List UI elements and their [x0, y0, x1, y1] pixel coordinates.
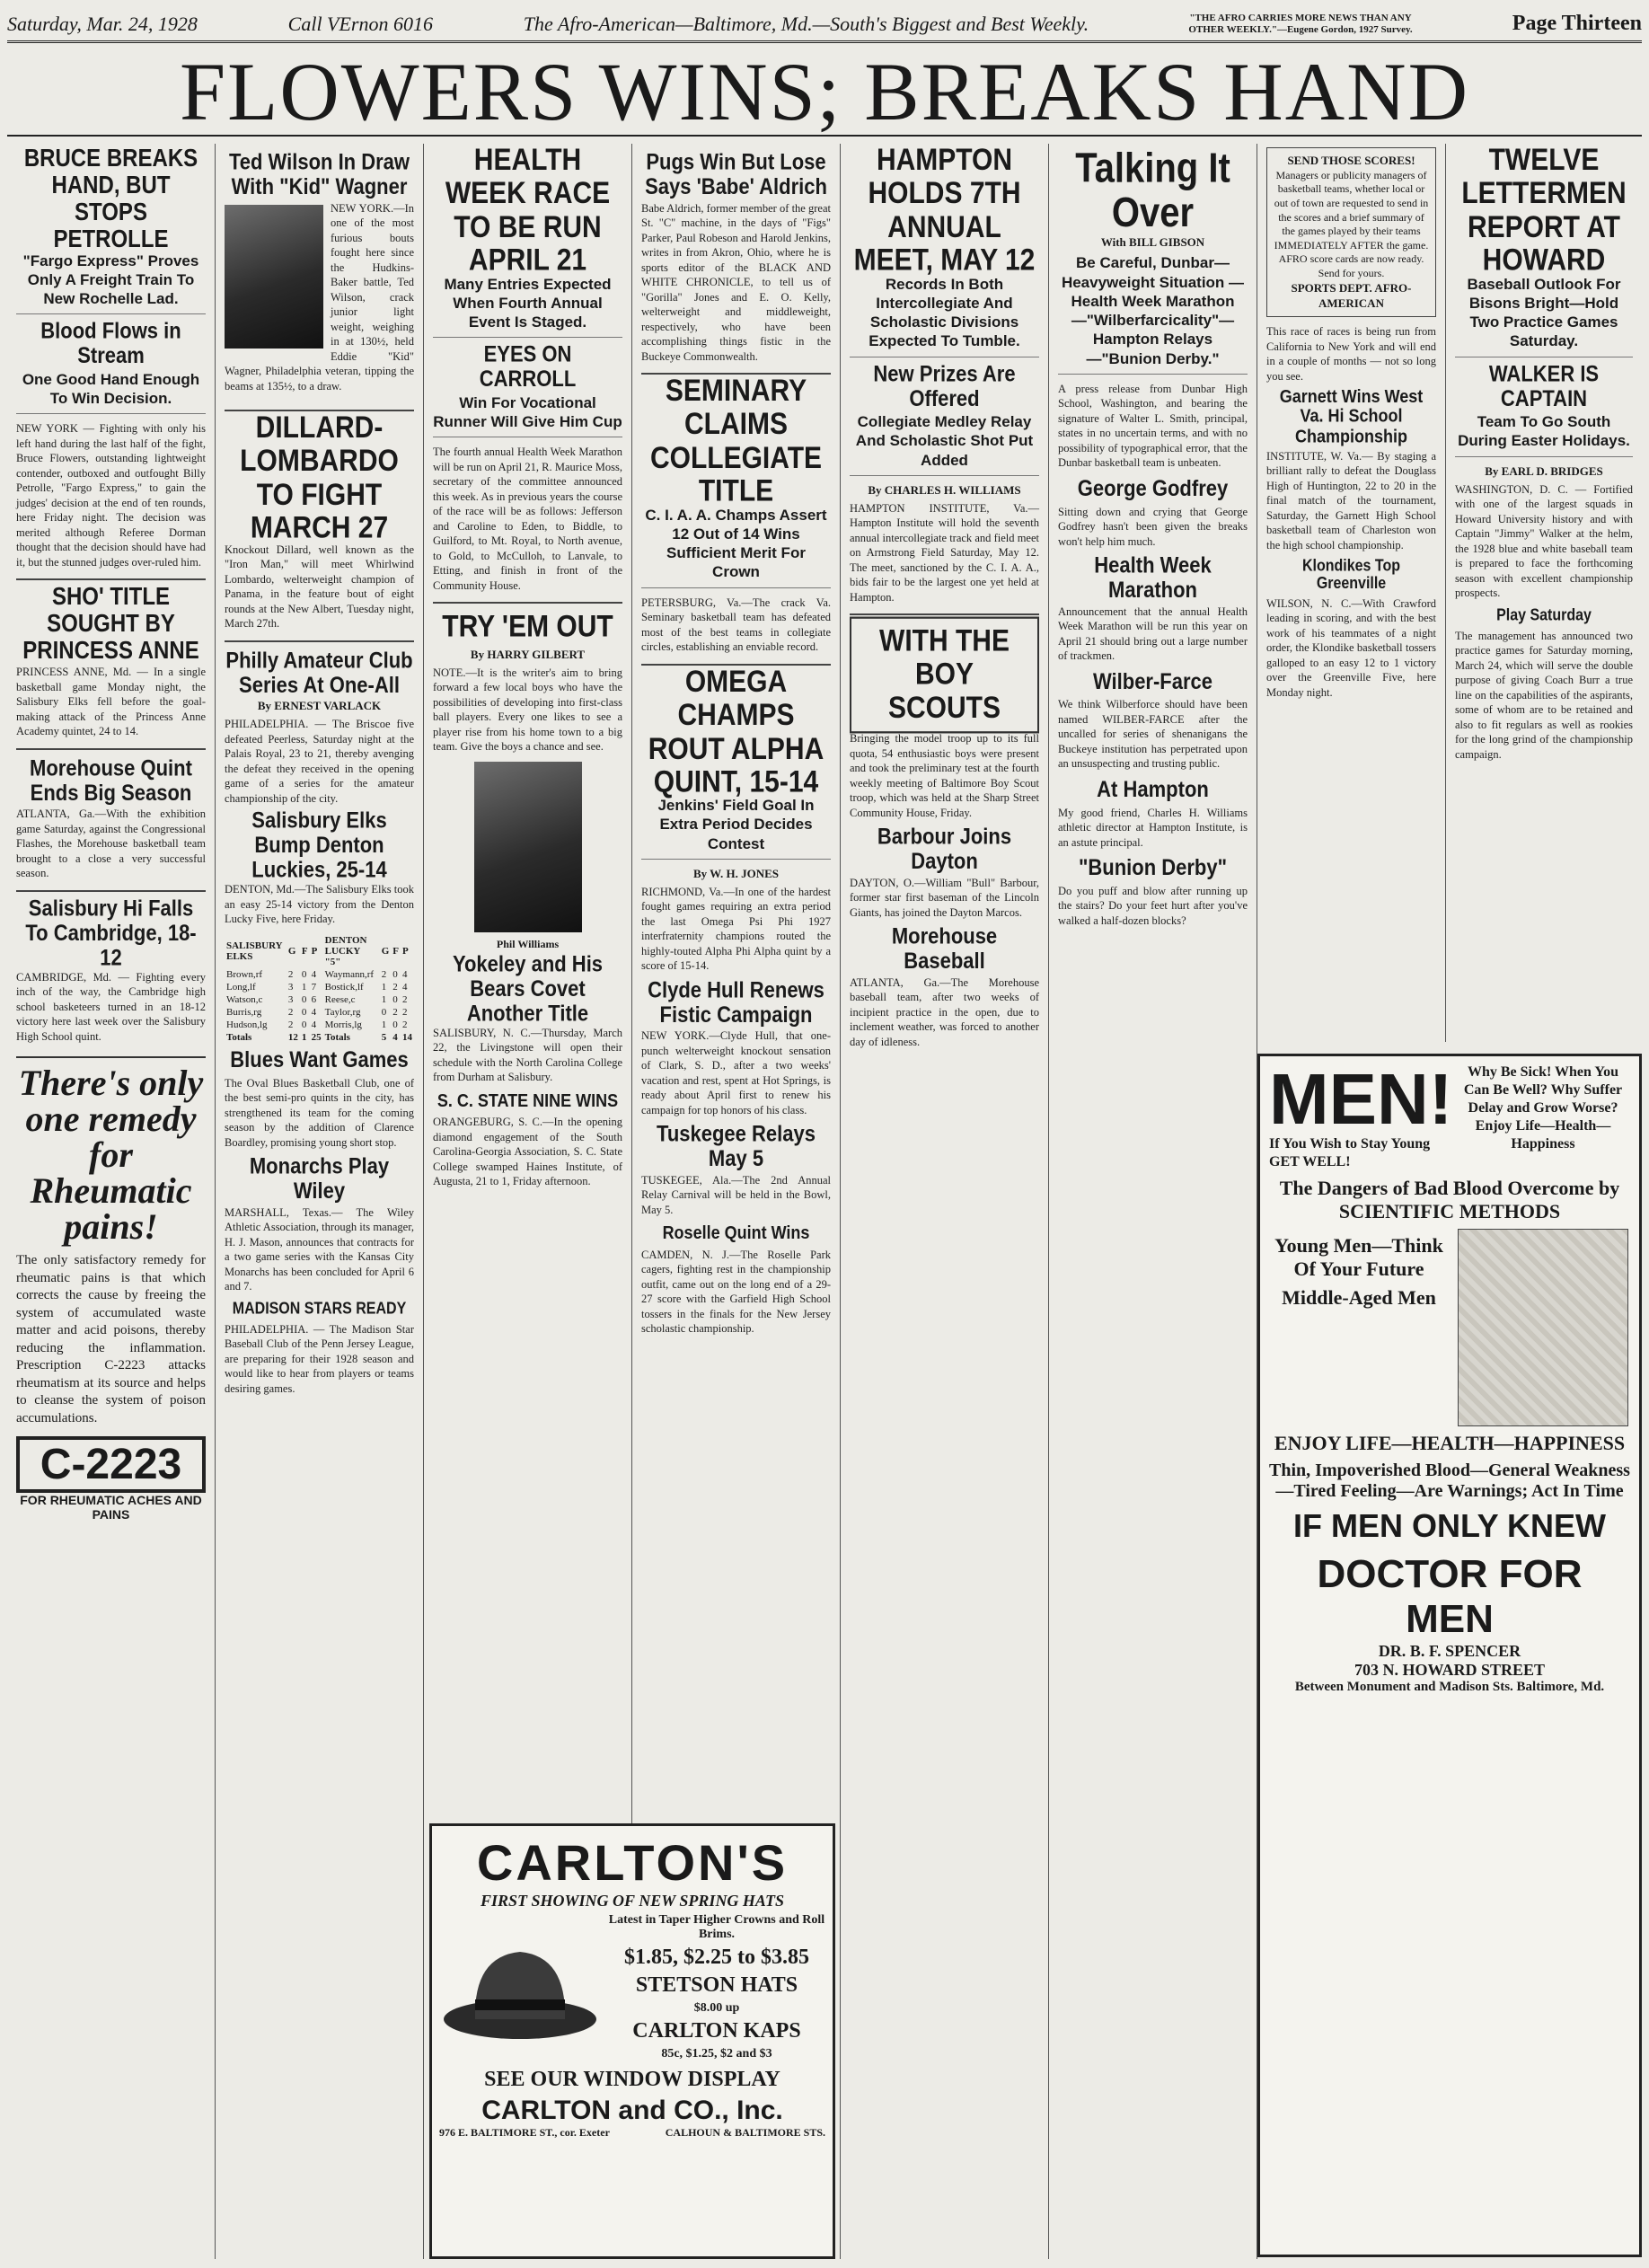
headline: MADISON STARS READY: [232, 1300, 407, 1318]
ad-title: MEN!: [1269, 1059, 1453, 1139]
doctor-for-men-ad: [1257, 1054, 1642, 2257]
headline: Clyde Hull Renews Fistic Campaign: [648, 976, 824, 1028]
score-cell: 6: [311, 993, 317, 1005]
score-row: [225, 968, 414, 981]
headline: Ted Wilson In Draw With "Kid" Wagner: [228, 148, 410, 199]
article-body: WASHINGTON, D. C. — Fortified with one of the largest squads in Howard University history and with Captain "Jimmy" Walker at the helm, the 1928 blue and white baseball team is prepared to face the forthcoming season with excellent championship prospects.: [1455, 482, 1633, 600]
score-cell: Hudson,lg: [226, 1019, 268, 1030]
article-body: CAMBRIDGE, Md. — Fighting every inch of the way, the Cambridge high school basketeers turned in an 18-12 victory here last week over the Salisbury High School quint.: [16, 970, 206, 1043]
score-cell: 0: [381, 1006, 387, 1018]
ad-address: CALHOUN & BALTIMORE STS.: [665, 2126, 825, 2139]
ad-address: 976 E. BALTIMORE ST., cor. Exeter: [439, 2126, 610, 2139]
score-cell: Morris,lg: [324, 1019, 362, 1030]
deck: Win For Vocational Runner Will Give Him Cup: [433, 393, 622, 438]
headline: Garnett Wins West Va. Hi School Championship: [1279, 385, 1424, 447]
score-cell: Waymann,rf: [324, 968, 375, 980]
headline: Pugs Win But Lose Says 'Babe' Aldrich: [645, 148, 827, 199]
article-body: DENTON, Md.—The Salisbury Elks took an easy 25-14 victory from the Denton Lucky Five, here Friday.: [225, 883, 414, 926]
headline: SEMINARY CLAIMS COLLEGIATE TITLE: [649, 374, 823, 508]
subhead: Blood Flows in Stream: [40, 317, 181, 368]
paper-name: The Afro-American—Baltimore, Md.—South's Biggest and Best Weekly.: [523, 12, 1089, 35]
box-signature: SPORTS DEPT. AFRO-AMERICAN: [1291, 280, 1412, 310]
deck: Many Entries Expected When Fourth Annual Event Is Staged.: [433, 275, 622, 339]
article-body: ATLANTA, Ga.—With the exhibition game Saturday, against the Congressional Flashes, the Morehouse basketball team brought to a close a very successful season.: [16, 807, 206, 880]
score-cell: 0: [392, 968, 398, 980]
ad-subtitle: If You Wish to Stay Young GET WELL!: [1269, 1136, 1431, 1169]
article-body: The Oval Blues Basketball Club, one of the best semi-pro quints in the city, has strengthened its team for the coming season by the addition of Clarence Boardley, promising young short stop.: [225, 1076, 414, 1149]
headline: TRY 'EM OUT: [442, 609, 613, 644]
send-scores-box: [1266, 147, 1436, 317]
carlton-hat-ad: [429, 1823, 835, 2259]
deck: Team To Go South During Easter Holidays.: [1455, 412, 1633, 457]
column-rule: [433, 602, 622, 604]
score-cell: 1: [381, 981, 387, 993]
headline: OMEGA CHAMPS ROUT ALPHA QUINT, 15-14: [648, 664, 824, 799]
article-body: NEW YORK — Fighting with only his left hand during the last half of the fight, Bruce Flowers, outstanding lightweight contender, outboxed and outfought Billy Petrolle, "Fargo Express," to gain the judges' decision at the end of ten rounds, here Friday night. The decision was merited although Referee Dorman thought that the decision should have had it, but the stunned judges over-ruled him.: [16, 422, 206, 569]
score-row: [225, 1019, 414, 1031]
ad-line: Latest in Taper Higher Crowns and Roll Brims.: [608, 1913, 825, 1941]
score-cell: 0: [392, 993, 398, 1005]
score-cell: Brown,rf: [226, 968, 263, 980]
box-body: Managers or publicity managers of basketball teams, whether local or out of town are requested to send in the scores and a brief summary of the games played by their teams IMMEDIATELY AFTER the game. AFRO score cards are now ready. Send for yours.: [1274, 168, 1429, 280]
headline: WITH THE BOY SCOUTS: [850, 617, 1039, 734]
article-body: Announcement that the annual Health Week Marathon will be run this year on April 21 should bring out a large number of trackmen.: [1058, 605, 1248, 663]
headline: Monarchs Play Wiley: [249, 1152, 390, 1204]
banner-headline: FLOWERS WINS; BREAKS HAND: [7, 47, 1642, 137]
article-body: Sitting down and crying that George Godfrey hasn't been given the breaks won't help him much.: [1058, 505, 1248, 548]
article-body: NEW YORK.—Clyde Hull, that one-punch welterweight knockout sensation of Clark, S. D., after a two weeks' vacation and rest, spent at Hot Springs, is ready about April first to renew his campaign for top honors of his class.: [641, 1029, 831, 1116]
article-body: NOTE.—It is the writer's aim to bring forward a few local boys who have the possibilities of developing into first-class ball players. Every one likes to see a player rise from his home town to a big team. Give the boys a chance and see.: [433, 666, 622, 754]
score-cell: Long,lf: [226, 981, 256, 993]
headline: Salisbury Elks Bump Denton Luckies, 25-14: [251, 807, 387, 882]
article-body: SALISBURY, N. C.—Thursday, March 22, the Livingstone will open their schedule with the North Carolina College from Durham at Salisbury.: [433, 1026, 622, 1084]
score-cell: 3: [287, 993, 294, 1005]
ad-window: SEE OUR WINDOW DISPLAY: [484, 2068, 780, 2091]
issue-date: Saturday, Mar. 24, 1928: [7, 12, 198, 35]
headline: SHO' TITLE SOUGHT BY PRINCESS ANNE: [22, 583, 199, 666]
ad-footer: FOR RHEUMATIC ACHES AND PAINS: [20, 1493, 202, 1522]
article-body: PHILADELPHIA. — The Madison Star Baseball Club of the Penn Jersey League, are preparing for their 1928 season and would like to hear from players or teams desiring games.: [225, 1322, 414, 1395]
deck: Records In Both Intercollegiate And Scholastic Divisions Expected To Tumble.: [850, 275, 1039, 357]
score-cell: Reese,c: [324, 993, 356, 1005]
score-cell: 1: [381, 1019, 387, 1030]
ad-store-name: CARLTON and CO., Inc.: [481, 2096, 783, 2125]
article-body: A press release from Dunbar High School, Washington, and bearing the signature of Walter L. Smith, principal, states in no uncertain terms, and with no possibility of typographical error, that the Dunbar basketball team is unbeaten.: [1058, 382, 1248, 470]
headline: Philly Amateur Club Series At One-All: [225, 646, 413, 697]
score-cell: 2: [401, 1006, 408, 1018]
headline: Morehouse Quint Ends Big Season: [30, 754, 192, 805]
headline: BRUCE BREAKS HAND, BUT STOPS PETROLLE: [23, 145, 198, 253]
article-body: Bringing the model troop up to its full quota, 54 enthusiastic boys were present and took the preliminary test at the fourth weekly meeting of Baltimore Boy Scout troop, which was held at the Sharp Street Community House, Friday.: [850, 732, 1039, 819]
article-body: PETERSBURG, Va.—The crack Va. Seminary basketball team has defeated most of the best teams in collegiate circles, establishing an enviable record.: [641, 596, 831, 654]
headline: Blues Want Games: [230, 1046, 409, 1072]
byline: By W. H. JONES: [692, 866, 779, 880]
subhead: Wilber-Farce: [1092, 667, 1213, 694]
ad-body: The only satisfactory remedy for rheumatic pains is that which corrects the cause by freeing the system of accumulated waste matter and acid poisons, thereby reducing the inflammation. Prescription C-2223 attacks rheumatism at its source and helps to cleanse the system of poison accumulations.: [16, 1253, 206, 1425]
page-number: Page Thirteen: [1512, 12, 1642, 35]
score-cell: 4: [392, 1031, 398, 1043]
doctor-ad-region: [1257, 1046, 1642, 2259]
carlton-ad-region: [429, 1823, 835, 2259]
article-body: INSTITUTE, W. Va.— By staging a brilliant rally to defeat the Douglass High of Huntington, 22 to 20 in the final match of the tournament, Saturday, the Garnett High School basketball team of Charleston won the high school championship.: [1266, 449, 1436, 552]
score-cell: Taylor,rg: [324, 1006, 361, 1018]
article-body: PRINCESS ANNE, Md. — In a single basketball game Monday night, the Salisbury Elks fell before the goal-making attack of the Princess Anne Academy quintet, 24 to 14.: [16, 666, 206, 738]
score-cell: 4: [401, 968, 408, 980]
byline: By ERNEST VARLACK: [257, 699, 382, 713]
ad-title: CARLTON'S: [476, 1834, 789, 1891]
column-rule: [850, 613, 1039, 615]
score-cell: 2: [392, 981, 398, 993]
headline: Klondikes Top Greenville: [1301, 557, 1401, 594]
score-totals-row: [225, 1031, 414, 1044]
headline: TWELVE LETTERMEN REPORT AT HOWARD: [1461, 144, 1627, 278]
article-body: WILSON, N. C.—With Crawford leading in scoring, and with the best work of his teammates of a night order, the Klondike basketball tossers galloped to an easy 12 to 1 victory over the Greenville Five, here Monday night.: [1266, 596, 1436, 699]
ad-stetson-price: $8.00 up: [693, 2001, 740, 2015]
boxer-photo: [225, 205, 323, 349]
score-cell: Burris,rg: [226, 1006, 262, 1018]
ad-doctor: DOCTOR FOR MEN: [1317, 1552, 1583, 1641]
box-score-table: [225, 934, 414, 1044]
score-cell: 0: [301, 1019, 307, 1030]
article-body: ORANGEBURG, S. C.—In the opening diamond engagement of the South Carolina-Georgia Association, S. C. State College swamped Haines Institute, of Augusta, 21 to 1, Friday afternoon.: [433, 1116, 622, 1188]
ad-caps-price: 85c, $1.25, $2 and $3: [661, 2047, 772, 2061]
headline: HEALTH WEEK RACE TO BE RUN APRIL 21: [445, 144, 611, 278]
score-cell: 4: [311, 1019, 317, 1030]
ad-headline: ENJOY LIFE—HEALTH—HAPPINESS: [1274, 1432, 1626, 1454]
deck: Collegiate Medley Relay And Scholastic Shot Put Added: [850, 412, 1039, 476]
box-title: SEND THOSE SCORES!: [1287, 154, 1415, 167]
score-cell: Totals: [226, 1031, 252, 1043]
score-cell: 2: [381, 968, 387, 980]
article-body: Do you puff and blow after running up the stairs? Do your feet hurt after you've walked a half-dozen blocks?: [1058, 884, 1248, 927]
phone-number: Call VErnon 6016: [287, 12, 433, 35]
byline: By CHARLES H. WILLIAMS: [868, 482, 1021, 497]
score-cell: 5: [381, 1031, 387, 1043]
score-cell: 0: [301, 1006, 307, 1018]
score-cell: Totals: [324, 1031, 350, 1043]
deck: C. I. A. A. Champs Assert 12 Out of 14 Wins Sufficient Merit For Crown: [641, 506, 831, 588]
column-rule: [16, 890, 206, 892]
column-6: [1049, 144, 1257, 2259]
article-body: PHILADELPHIA. — The Briscoe five defeated Peerless, Saturday night at the Palais Royal, 23 to 21, thereby avenging the defeat they received in the opening game of a series for the amateur championship of the city.: [225, 718, 414, 805]
score-cell: 4: [311, 968, 317, 980]
article-body: This race of races is being run from California to New York and will end in a couple of months — not so long you see.: [1266, 325, 1436, 383]
score-cell: 4: [311, 1006, 317, 1018]
player-photo: [474, 762, 582, 932]
deck: Be Careful, Dunbar—Heavyweight Situation — Health Week Marathon—"Wilberfarcicality"—Hampton Relays—"Bunion Derby.": [1058, 253, 1248, 375]
ad-address: 703 N. HOWARD STREET: [1354, 1661, 1546, 1679]
article-body: Babe Aldrich, former member of the great St. "C" machine, in the days of "Figs" Parker, Paul Robeson and Harold Jenkins, writes in from Akron, Ohio, where he is sports editor of the BLACK AND WHITE CHRONICLE, to tell us of "Gorilla" Jones and E. O. Kelly, welterweight and middleweight, respectively, who have been accomplishing things fistic in the Buckeye Commonwealth.: [641, 201, 831, 363]
deck: Jenkins' Field Goal In Extra Period Decides Contest: [641, 796, 831, 860]
headline: HAMPTON HOLDS 7TH ANNUAL MEET, MAY 12: [853, 144, 1036, 278]
column-rule: [16, 748, 206, 750]
score-cell: F: [392, 945, 399, 957]
headline: Roselle Quint Wins: [662, 1222, 810, 1243]
subhead: "Bunion Derby": [1078, 854, 1228, 880]
subhead: WALKER IS CAPTAIN: [1488, 359, 1600, 410]
score-row: [225, 981, 414, 993]
column-7: [1257, 144, 1446, 1042]
subhead: EYES ON CARROLL: [479, 340, 577, 392]
ad-price: $1.85, $2.25 to $3.85: [624, 1946, 809, 1969]
score-cell: Watson,c: [226, 993, 263, 1005]
ad-headline: IF MEN ONLY KNEW: [1292, 1507, 1607, 1544]
ad-side-text: Why Be Sick! When You Can Be Well? Why Suffer Delay and Grow Worse? Enjoy Life—Health—Happiness: [1463, 1064, 1623, 1152]
score-cell: 2: [401, 993, 408, 1005]
score-row: [225, 1006, 414, 1019]
article-body: DAYTON, O.—William "Bull" Barbour, former star first baseman of the Lincoln Giants, has joined the Dayton Marcos.: [850, 876, 1039, 919]
headline: Salisbury Hi Falls To Cambridge, 18-12: [25, 895, 197, 970]
column-rule: [225, 640, 414, 642]
score-cell: 12: [287, 1031, 298, 1043]
score-cell: P: [401, 945, 409, 957]
column-2: [216, 144, 424, 2259]
score-cell: 3: [287, 981, 294, 993]
score-header-row: [225, 934, 414, 968]
score-cell: 2: [287, 968, 294, 980]
ad-headline: Young Men—Think Of Your Future: [1274, 1234, 1443, 1280]
subhead: At Hampton: [1097, 775, 1209, 802]
ad-script-headline: There's only one remedy for Rheumatic pains!: [18, 1063, 204, 1248]
hat-icon: [439, 1920, 601, 2055]
article-body: HAMPTON INSTITUTE, Va.— Hampton Institute will hold the seventh annual intercollegiate track and field meet on Armstrong Field Saturday, May 12. The meet, sanctioned by the C. I. A. A., bids fair to be the largest one yet held at Hampton.: [850, 501, 1039, 604]
folio-bar: [7, 7, 1642, 43]
score-cell: 2: [287, 1019, 294, 1030]
article-body: MARSHALL, Texas.— The Wiley Athletic Association, through its manager, H. J. Mason, announces that contracts for a two game series with the Kansas City Monarchs has been concluded for April 6 and 7.: [225, 1205, 414, 1293]
headline: Morehouse Baseball: [891, 922, 998, 974]
score-cell: 2: [401, 1019, 408, 1030]
article-body: RICHMOND, Va.—In one of the hardest fought games requiring an extra period the last Omega Psi Phi 1927 interfraternity champions routed the highly-touted Alpha Phi Alpha quint by a score of 15-14.: [641, 885, 831, 973]
ad-illustration: [1458, 1229, 1628, 1426]
ad-headline: Thin, Impoverished Blood—General Weakness—Tired Feeling—Are Warnings; Act In Time: [1269, 1461, 1630, 1501]
article-body: ATLANTA, Ga.—The Morehouse baseball team, after two weeks of incipient practice in the open, due to inclement weather, was forced to another day of idleness.: [850, 975, 1039, 1048]
score-cell: 0: [301, 968, 307, 980]
subhead: Play Saturday: [1496, 606, 1592, 624]
headline: Yokeley and His Bears Covet Another Title: [452, 950, 604, 1026]
score-cell: F: [301, 945, 308, 957]
column-5: [841, 144, 1049, 2259]
ad-doctor-name: DR. B. F. SPENCER: [1378, 1642, 1521, 1660]
headline: Tuskegee Relays May 5: [657, 1120, 816, 1171]
article-body: We think Wilberforce should have been named WILBER-FARCE after the uncalled for series of shenanigans the Buckeye institution has perpetrated upon an unsuspecting and trusting public.: [1058, 698, 1248, 771]
prescription-number: C-2223: [16, 1436, 206, 1493]
score-cell: 1: [301, 1031, 307, 1043]
article-body: TUSKEGEE, Ala.—The 2nd Annual Relay Carnival will be held in the Bowl, May 5.: [641, 1173, 831, 1216]
ad-subtitle: FIRST SHOWING OF NEW SPRING HATS: [481, 1892, 784, 1910]
subhead: George Godfrey: [1077, 474, 1229, 501]
byline: By HARRY GILBERT: [470, 647, 586, 661]
column-rule: [16, 578, 206, 580]
ad-caps: CARLTON KAPS: [632, 2019, 801, 2043]
score-cell: SALISBURY ELKS: [226, 940, 283, 962]
article-body: CAMDEN, N. J.—The Roselle Park cagers, fighting rest in the championship outfit, came out on the long end of a 29-27 score with the Garfield High School tossers in the finals for the New Jersey scholastic championship.: [641, 1248, 831, 1336]
column-title: Talking It Over: [1075, 146, 1230, 236]
deck: One Good Hand Enough To Win Decision.: [16, 370, 206, 415]
score-cell: 1: [381, 993, 387, 1005]
score-cell: 25: [311, 1031, 322, 1043]
photo-caption: Phil Williams: [496, 937, 560, 950]
score-cell: 2: [287, 1006, 294, 1018]
score-cell: 1: [301, 981, 307, 993]
subhead: Health Week Marathon: [1094, 552, 1212, 603]
ad-address-2: Between Monument and Madison Sts. Baltimore, Md.: [1294, 1680, 1605, 1694]
ad-headline: Middle-Aged Men: [1282, 1286, 1436, 1309]
subhead: New Prizes Are Offered: [873, 359, 1016, 410]
deck: Baseball Outlook For Bisons Bright—Hold Two Practice Games Saturday.: [1455, 275, 1633, 357]
paper-quote: "THE AFRO CARRIES MORE NEWS THAN ANY OTHER WEEKLY."—Eugene Gordon, 1927 Survey.: [1188, 13, 1413, 35]
column-1: [7, 144, 216, 2259]
headline: Barbour Joins Dayton: [877, 823, 1012, 874]
article-body: The management has announced two practice games for Saturday morning, March 24, which will serve the double purpose of giving Coach Burr a true line on the capabilities of the aspirants, some of whom are to be retained and also to fit regulars as well as rookies for the long grind of the championship campaign.: [1455, 629, 1633, 761]
article-body: NEW YORK.—In one of the most furious bouts fought here since the Hudkins-Baker battle, Ted Wilson, crack junior light weight, weighing in at 130½, held Eddie "Kid" Wagner, Philadelphia veteran, tipping the beams at 135½, to a draw.: [225, 201, 414, 393]
article-body: My good friend, Charles H. Williams athletic director at Hampton Institute, is an astute principal.: [1058, 806, 1248, 849]
byline: By EARL D. BRIDGES: [1485, 463, 1603, 478]
score-cell: 0: [301, 993, 307, 1005]
score-cell: 7: [311, 981, 317, 993]
ad-headline: The Dangers of Bad Blood Overcome by SCIENTIFIC METHODS: [1279, 1177, 1620, 1222]
ad-stetson: STETSON HATS: [635, 1973, 798, 1997]
score-cell: G: [287, 945, 296, 957]
score-cell: 0: [392, 1019, 398, 1030]
score-cell: 2: [392, 1006, 398, 1018]
rheumatic-remedy-ad: [16, 1056, 206, 1522]
score-cell: G: [381, 945, 390, 957]
article-body: Knockout Dillard, well known as the "Iron Man," will meet Whirlwind Lombardo, welterweight champion of Panama, in the feature bout of eight rounds at the New Albert, Tuesday night, March 27th.: [225, 543, 414, 631]
column-8: [1446, 144, 1642, 1042]
score-cell: 4: [401, 981, 408, 993]
article-body: The fourth annual Health Week Marathon will be run on April 21, R. Maurice Moss, secretary of the committee announced this week. As in previous years the course of the race will be as follows: Jefferson and Caroline to Eden, to Biddle, to Guilford, to Mt. Royal, to North avenue, to Gold, to McCulloh, to Lanvale, to Etting, and finish in front of the Community House.: [433, 446, 622, 592]
score-cell: DENTON LUCKY "5": [324, 934, 367, 967]
score-cell: Bostick,lf: [324, 981, 364, 993]
headline: S. C. STATE NINE WINS: [436, 1090, 619, 1111]
byline: With BILL GIBSON: [1100, 235, 1205, 250]
headline: DILLARD-LOMBARDO TO FIGHT MARCH 27: [240, 410, 399, 545]
score-row: [225, 993, 414, 1006]
score-cell: P: [311, 945, 318, 957]
deck: "Fargo Express" Proves Only A Freight Train To New Rochelle Lad.: [16, 252, 206, 315]
score-cell: 14: [401, 1031, 412, 1043]
